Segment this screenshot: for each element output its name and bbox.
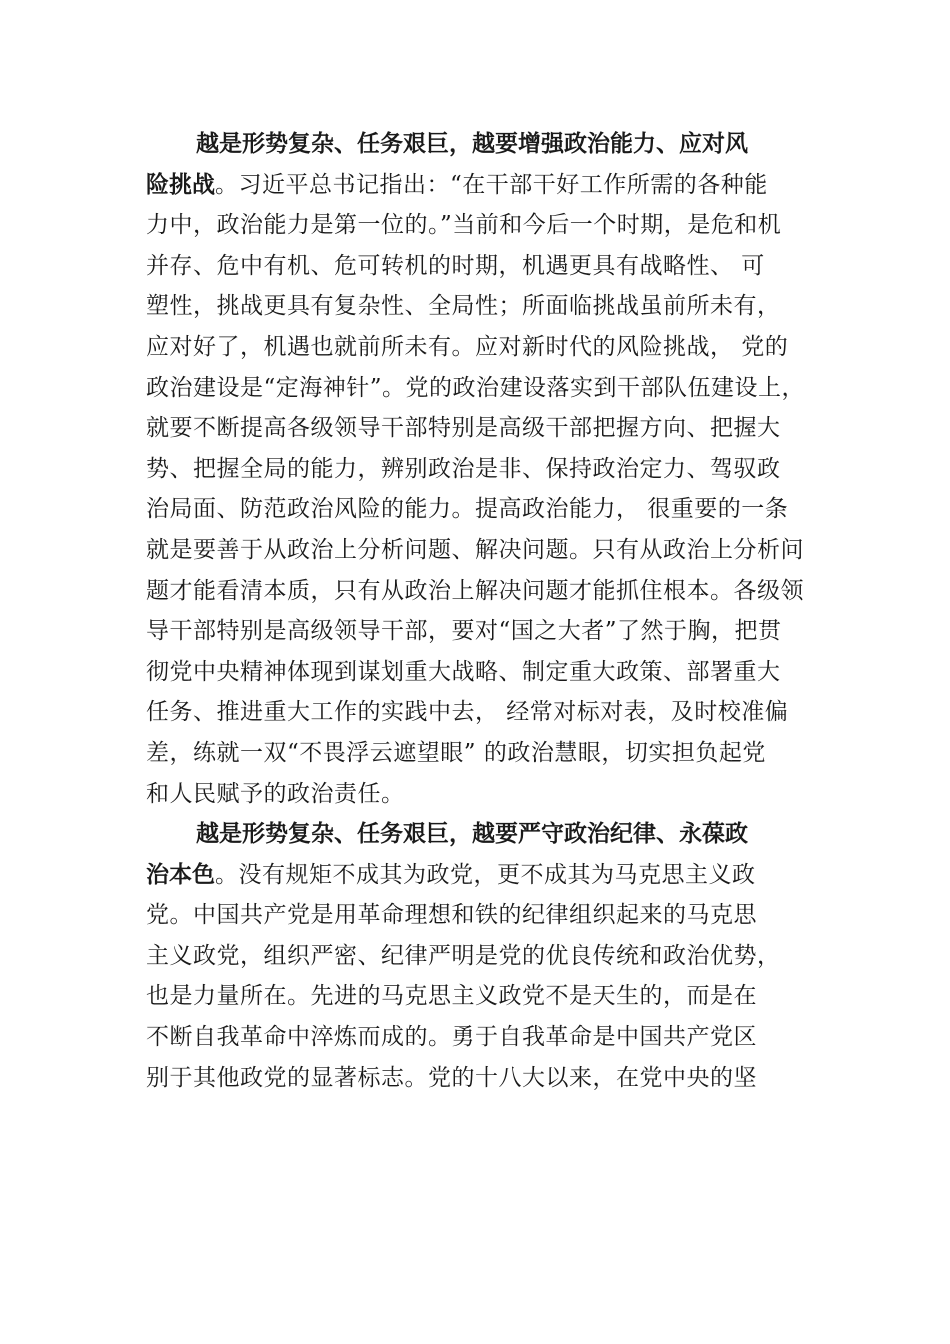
text-line xyxy=(146,286,816,327)
body-text: 差，练就一双“不畏浮云遮望眼” 的政治慧眼，切实担负起党 xyxy=(146,739,766,766)
text-line xyxy=(146,611,816,652)
bold-heading-text: 越是形势复杂、任务艰巨，越要严守政治纪律、永葆政 xyxy=(196,821,748,848)
body-text: 塑性，挑战更具有复杂性、全局性；所面临挑战虽前所未有， xyxy=(146,293,781,320)
body-text: 并存、危中有机、危可转机的时期，机遇更具有战略性、 可 xyxy=(146,252,765,279)
text-line xyxy=(146,733,816,774)
body-text: 势、把握全局的能力，辨别政治是非、保持政治定力、驾驭政 xyxy=(146,455,781,482)
bold-heading-text: 险挑战 xyxy=(146,171,215,198)
bold-heading-text: 越是形势复杂、任务艰巨，越要增强政治能力、应对风 xyxy=(196,131,748,157)
paragraph-political-discipline xyxy=(146,814,816,1098)
body-text: 应对好了，机遇也就前所未有。应对新时代的风险挑战， 党的 xyxy=(146,333,789,360)
body-text: 治局面、防范政治风险的能力。提高政治能力， 很重要的一条 xyxy=(146,496,789,523)
text-line xyxy=(146,976,816,1017)
text-line xyxy=(146,936,816,977)
text-line xyxy=(146,814,816,855)
text-line xyxy=(146,652,816,693)
text-line xyxy=(146,165,816,206)
text-line xyxy=(146,449,816,490)
text-line xyxy=(146,895,816,936)
text-line xyxy=(146,489,816,530)
document-body xyxy=(146,124,816,1098)
text-line xyxy=(146,408,816,449)
body-text: 彻党中央精神体现到谋划重大战略、制定重大政策、部署重大 xyxy=(146,658,781,685)
body-text: 不断自我革命中淬炼而成的。勇于自我革命是中国共产党区 xyxy=(146,1024,757,1051)
bold-heading-text: 治本色 xyxy=(146,861,215,888)
body-text: 导干部特别是高级领导干部，要对“国之大者”了然于胸，把贯 xyxy=(146,618,782,645)
text-line xyxy=(146,327,816,368)
body-text: 党。中国共产党是用革命理想和铁的纪律组织起来的马克思 xyxy=(146,902,757,929)
text-line xyxy=(146,205,816,246)
text-line xyxy=(146,571,816,612)
text-line xyxy=(146,368,816,409)
body-text: 任务、推进重大工作的实践中去， 经常对标对表，及时校准偏 xyxy=(146,699,789,726)
paragraph-political-ability xyxy=(146,124,816,814)
text-line xyxy=(146,124,816,165)
text-line xyxy=(146,692,816,733)
body-text: 就要不断提高各级领导干部特别是高级干部把握方向、把握大 xyxy=(146,415,781,442)
body-text: 力中，政治能力是第一位的。”当前和今后一个时期，是危和机 xyxy=(146,212,782,239)
body-text: 就是要善于从政治上分析问题、解决问题。只有从政治上分析问 xyxy=(146,536,804,563)
body-text: 。习近平总书记指出：“在干部干好工作所需的各种能 xyxy=(215,171,768,198)
text-line xyxy=(146,1058,816,1099)
body-text: 和人民赋予的政治责任。 xyxy=(146,780,405,807)
text-line xyxy=(146,1017,816,1058)
body-text: 题才能看清本质，只有从政治上解决问题才能抓住根本。各级领 xyxy=(146,577,804,604)
body-text: 主义政党，组织严密、纪律严明是党的优良传统和政治优势， xyxy=(146,942,781,969)
text-line xyxy=(146,855,816,896)
text-line xyxy=(146,530,816,571)
body-text: 也是力量所在。先进的马克思主义政党不是天生的，而是在 xyxy=(146,983,757,1010)
body-text: 别于其他政党的显著标志。党的十八大以来，在党中央的坚 xyxy=(146,1064,757,1091)
text-line xyxy=(146,774,816,815)
text-line xyxy=(146,246,816,287)
body-text: 政治建设是“定海神针”。党的政治建设落实到干部队伍建设上， xyxy=(146,374,806,401)
body-text: 。没有规矩不成其为政党，更不成其为马克思主义政 xyxy=(215,861,756,888)
